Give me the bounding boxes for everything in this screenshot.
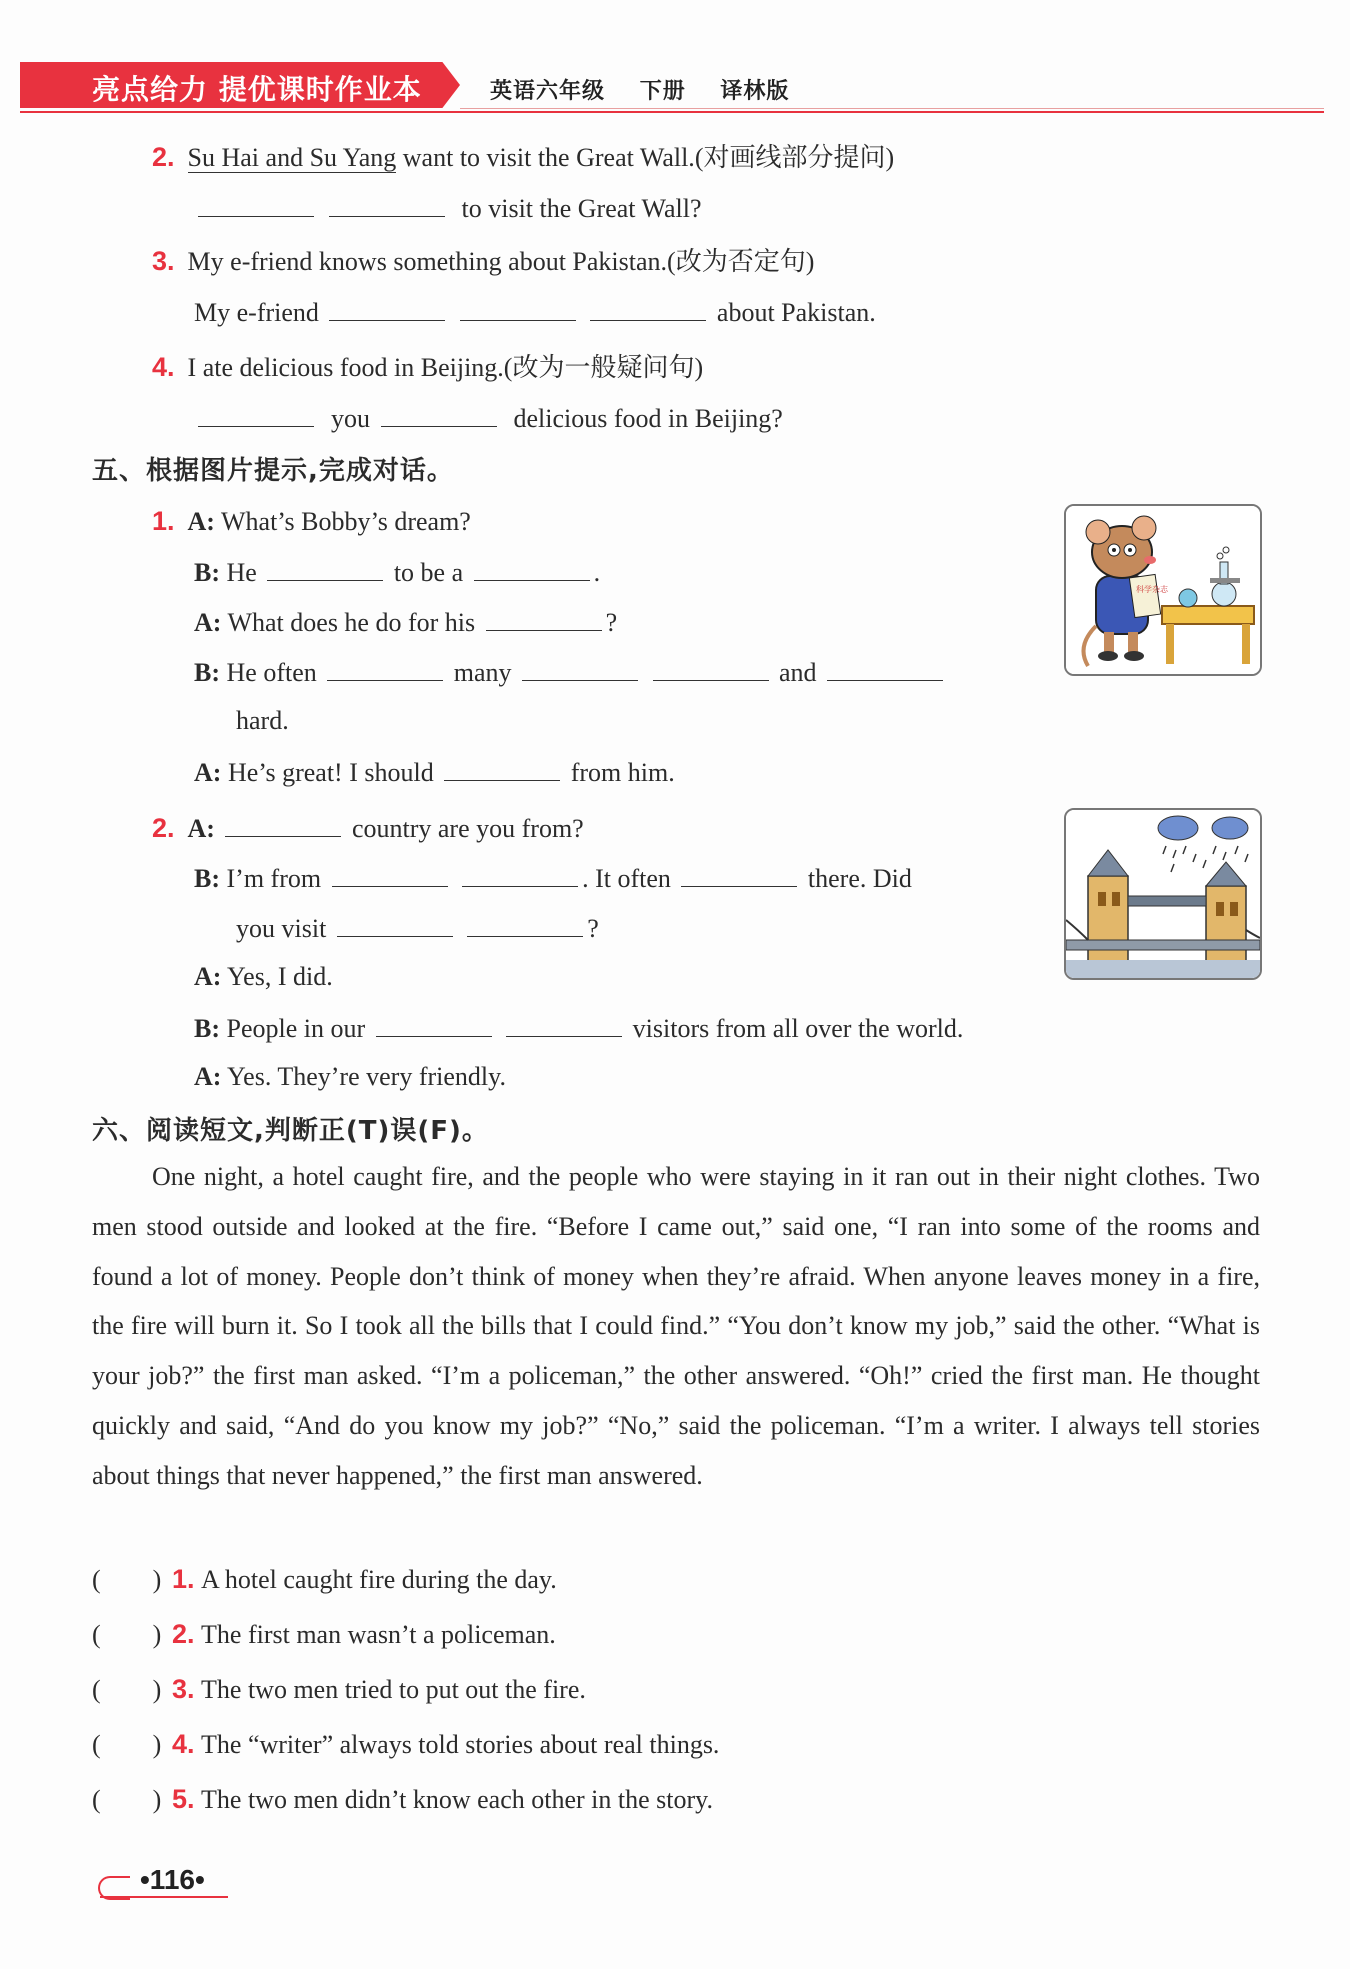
sentence-text: you xyxy=(331,404,370,433)
punctuation: ? xyxy=(587,914,599,943)
dialogue-2-line-6 xyxy=(194,1060,506,1094)
speaker-label: A: xyxy=(194,758,222,787)
answer-blank[interactable] xyxy=(460,294,576,321)
dialogue-1-line-5: hard. xyxy=(236,706,289,735)
speaker-label: B: xyxy=(194,864,220,893)
instruction: (对画线部分提问) xyxy=(694,143,895,172)
punctuation: . xyxy=(593,558,601,587)
question-4-answer-line xyxy=(194,400,783,436)
question-number: 4. xyxy=(152,352,175,382)
answer-blank[interactable] xyxy=(332,860,448,887)
dialogue-text: What does he do for his xyxy=(227,608,476,637)
answer-parentheses[interactable] xyxy=(92,1783,172,1817)
answer-parentheses[interactable] xyxy=(92,1618,172,1652)
section-6-title: 六、阅读短文,判断正(T)误(F)。 xyxy=(92,1116,489,1146)
statement-text: The first man wasn’t a policeman. xyxy=(201,1620,556,1649)
speaker-label: B: xyxy=(194,558,220,587)
speaker-label: B: xyxy=(194,1014,220,1043)
paren-close: ) xyxy=(152,1785,162,1814)
series-title: 亮点给力 提优课时作业本 xyxy=(92,73,422,106)
answer-blank[interactable] xyxy=(329,294,445,321)
sentence-text: about Pakistan. xyxy=(716,298,876,327)
answer-blank[interactable] xyxy=(486,604,602,631)
speaker-label: A: xyxy=(194,608,222,637)
answer-parentheses[interactable] xyxy=(92,1563,172,1597)
tf-item-5 xyxy=(92,1782,713,1817)
header-rule-thin xyxy=(460,108,1324,109)
answer-blank[interactable] xyxy=(522,654,638,681)
speaker-label: A: xyxy=(187,507,215,536)
paren-open: ( xyxy=(92,1785,101,1814)
question-number: 4. xyxy=(172,1729,195,1759)
question-4 xyxy=(152,350,703,385)
dialogue-text: visitors from all over the world. xyxy=(632,1014,964,1043)
dialogue-text: Yes. They’re very friendly. xyxy=(226,1062,506,1091)
answer-blank[interactable] xyxy=(267,554,383,581)
magazine-label: 科学杂志 xyxy=(1136,585,1168,594)
question-2-answer-line xyxy=(194,190,702,226)
answer-blank[interactable] xyxy=(337,910,453,937)
answer-blank[interactable] xyxy=(376,1010,492,1037)
paren-close: ) xyxy=(152,1730,162,1759)
question-3-answer-line xyxy=(194,294,876,330)
paren-open: ( xyxy=(92,1565,101,1594)
question-number: 2. xyxy=(152,813,175,843)
dialogue-text: He often xyxy=(226,658,317,687)
dialogue-1-line-1 xyxy=(152,504,471,539)
scientist-mouse-drawing xyxy=(1066,506,1260,674)
tf-item-2 xyxy=(92,1617,556,1652)
dialogue-text: People in our xyxy=(226,1014,366,1043)
section-5-title: 五、根据图片提示,完成对话。 xyxy=(92,456,454,486)
sentence-text: My e-friend knows something about Pakistan. xyxy=(187,247,668,276)
statement-text: The two men tried to put out the fire. xyxy=(201,1675,586,1704)
dialogue-text: What’s Bobby’s dream? xyxy=(221,507,471,536)
dialogue-text: many xyxy=(453,658,512,687)
paren-open: ( xyxy=(92,1620,101,1649)
answer-blank[interactable] xyxy=(506,1010,622,1037)
sentence-text: My e-friend xyxy=(194,298,319,327)
question-2 xyxy=(152,140,894,175)
tf-item-1 xyxy=(92,1562,557,1597)
dialogue-2-line-5 xyxy=(194,1010,963,1046)
question-number: 2. xyxy=(152,142,175,172)
answer-blank[interactable] xyxy=(381,400,497,427)
header-rule xyxy=(20,111,1324,113)
answer-blank[interactable] xyxy=(462,860,578,887)
question-number: 3. xyxy=(172,1674,195,1704)
paren-open: ( xyxy=(92,1730,101,1759)
dialogue-text: and xyxy=(779,658,817,687)
instruction: (改为否定句) xyxy=(667,247,815,276)
dialogue-1-line-3 xyxy=(194,604,617,640)
edition-label: 译林版 xyxy=(720,79,790,104)
statement-text: The two men didn’t know each other in the story. xyxy=(201,1785,713,1814)
dialogue-text: country are you from? xyxy=(351,814,584,843)
answer-blank[interactable] xyxy=(198,400,314,427)
question-number: 1. xyxy=(152,506,175,536)
question-number: 1. xyxy=(172,1564,195,1594)
sentence-text: to visit the Great Wall? xyxy=(461,194,702,223)
dialogue-text: from him. xyxy=(570,758,675,787)
question-number: 3. xyxy=(152,246,175,276)
dialogue-text: to be a xyxy=(393,558,464,587)
answer-parentheses[interactable] xyxy=(92,1728,172,1762)
question-number: 2. xyxy=(172,1619,195,1649)
answer-parentheses[interactable] xyxy=(92,1673,172,1707)
dialogue-1-line-6 xyxy=(194,754,675,790)
sentence-text: want to visit the Great Wall. xyxy=(396,143,695,172)
answer-blank[interactable] xyxy=(327,654,443,681)
dialogue-2-line-3 xyxy=(236,910,599,946)
dialogue-text: you visit xyxy=(236,914,327,943)
paren-close: ) xyxy=(152,1565,162,1594)
dialogue-1-line-4 xyxy=(194,654,947,690)
answer-blank[interactable] xyxy=(827,654,943,681)
sentence-text: I ate delicious food in Beijing. xyxy=(187,353,504,382)
subject-label: 英语六年级 xyxy=(490,79,606,104)
question-3 xyxy=(152,244,814,279)
tower-bridge-illustration xyxy=(1064,808,1262,980)
tower-bridge-drawing xyxy=(1066,810,1260,978)
dialogue-2-line-4 xyxy=(194,960,333,994)
answer-blank[interactable] xyxy=(329,190,445,217)
dialogue-text: He xyxy=(226,558,257,587)
scientist-mouse-illustration xyxy=(1064,504,1262,676)
answer-blank[interactable] xyxy=(444,754,560,781)
speaker-label: B: xyxy=(194,658,220,687)
answer-blank[interactable] xyxy=(681,860,797,887)
dialogue-2-line-2 xyxy=(194,860,912,896)
statement-text: The “writer” always told stories about real things. xyxy=(201,1730,720,1759)
question-number: 5. xyxy=(172,1784,195,1814)
header-subtitle xyxy=(490,74,815,105)
dialogue-1-line-2 xyxy=(194,554,600,590)
speaker-label: A: xyxy=(187,814,215,843)
dialogue-2-line-1 xyxy=(152,810,584,846)
dialogue-text: Yes, I did. xyxy=(226,962,333,991)
instruction: (改为一般疑问句) xyxy=(503,353,704,382)
tf-item-3 xyxy=(92,1672,586,1707)
speaker-label: A: xyxy=(194,1062,222,1091)
dialogue-text: I’m from xyxy=(226,864,322,893)
page-number-rule xyxy=(100,1896,228,1898)
tf-item-4 xyxy=(92,1727,719,1762)
paren-close: ) xyxy=(152,1675,162,1704)
statement-text: A hotel caught fire during the day. xyxy=(201,1565,557,1594)
answer-blank[interactable] xyxy=(474,554,590,581)
answer-blank[interactable] xyxy=(225,810,341,837)
paren-open: ( xyxy=(92,1675,101,1704)
volume-label: 下册 xyxy=(639,79,686,104)
answer-blank[interactable] xyxy=(467,910,583,937)
dialogue-text: there. Did xyxy=(807,864,912,893)
answer-blank[interactable] xyxy=(198,190,314,217)
sentence-text: delicious food in Beijing? xyxy=(513,404,783,433)
punctuation: ? xyxy=(605,608,618,637)
answer-blank[interactable] xyxy=(653,654,769,681)
answer-blank[interactable] xyxy=(590,294,706,321)
paren-close: ) xyxy=(152,1620,162,1649)
page-number: •116• xyxy=(140,1864,205,1895)
reading-passage: One night, a hotel caught fire, and the people who were staying in it ran out in their night clothes. Two men stood outside and looked at the fire. “Before I came out,” said one, “I ran into some of the rooms and found a lot of money. People don’t think of money when they’re afraid. When anyone leaves money in a fire, the fire will burn it. So I took all the bills that I could find.” “You don’t know my job,” said the other. “What is your job?” the first man asked. “I’m a policeman,” the other answered. “Oh!” cried the first man. He thought quickly and said, “And do you know my job?” “No,” said the policeman. “I’m a writer. I always tell stories about things that never happened,” the first man answered. xyxy=(92,1162,1260,1490)
speaker-label: A: xyxy=(194,962,222,991)
dialogue-text: . It often xyxy=(582,864,671,893)
underlined-phrase: Su Hai and Su Yang xyxy=(187,143,397,172)
dialogue-text: He’s great! I should xyxy=(227,758,434,787)
